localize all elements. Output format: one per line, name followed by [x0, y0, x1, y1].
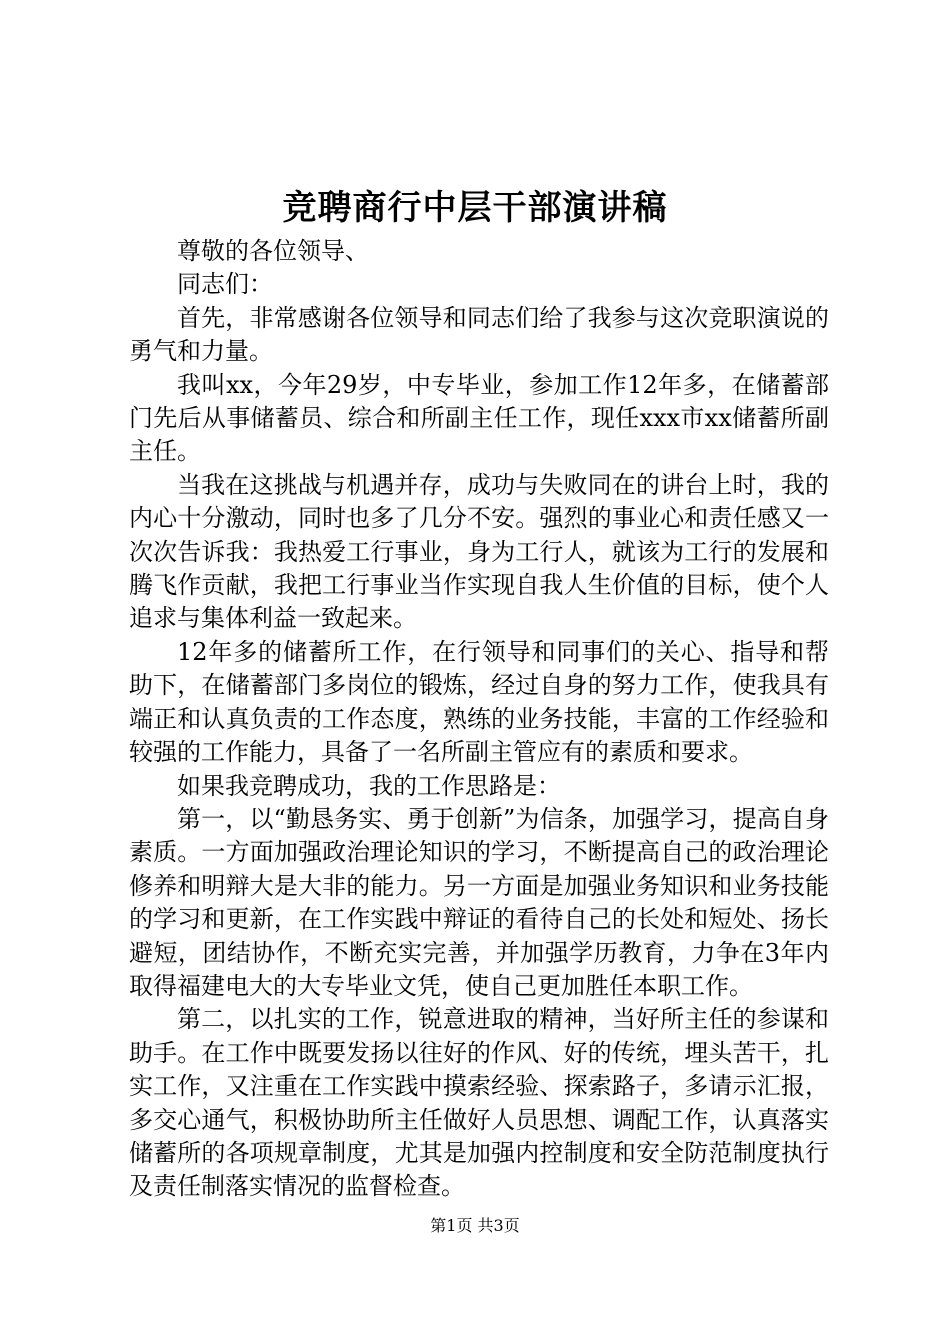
salutation-line-1: 尊敬的各位领导、 — [177, 237, 369, 265]
paragraph-feelings: 当我在这挑战与机遇并存，成功与失败同在的讲台上时，我的内心十分激动，同时也多了几分不安。强烈的事业心和责任感又一次次告诉我：我热爱工行事业，身为工行人，就该为工行的发展和腾飞作贡献，我把工行事业当作实现自我人生价值的目标，使个人追求与集体利益一致起来。 — [129, 470, 829, 633]
paragraph-experience: 12年多的储蓄所工作，在行领导和同事们的关心、指导和帮助下，在储蓄部门多岗位的锻炼，经过自身的努力工作，使我具有端正和认真负责的工作态度，熟练的业务技能，丰富的工作经验和较强的工作能力，具备了一名所副主管应有的素质和要求。 — [129, 637, 829, 767]
paragraph-self-intro: 我叫xx，今年29岁，中专毕业，参加工作12年多，在储蓄部门先后从事储蓄员、综合和所副主任工作，现任xxx市xx储蓄所副主任。 — [129, 370, 829, 466]
document-title: 竞聘商行中层干部演讲稿 — [282, 188, 668, 228]
page-number-footer: 第1页 共3页 — [430, 1216, 520, 1235]
paragraph-plan-first: 第一，以“勤恳务实、勇于创新”为信条，加强学习，提高自身素质。一方面加强政治理论知识的学习，不断提高自己的政治理论修养和明辩大是大非的能力。另一方面是加强业务知识和业务技能的学习和更新，在工作实践中辩证的看待自己的长处和短处、扬长避短，团结协作，不断充实完善，并加强学历教育，力争在3年内取得福建电大的大专毕业文凭，使自己更加胜任本职工作。 — [129, 804, 829, 1000]
salutation-line-2: 同志们： — [177, 270, 273, 299]
paragraph-plan-second: 第二，以扎实的工作，锐意进取的精神，当好所主任的参谋和助手。在工作中既要发扬以往好的作风、好的传统，埋头苦干，扎实工作，又注重在工作实践中摸索经验、探索路子，多请示汇报，多交心通气，积极协助所主任做好人员思想、调配工作，认真落实储蓄所的各项规章制度，尤其是加强内控制度和安全防范制度执行及责任制落实情况的监督检查。 — [129, 1005, 829, 1201]
paragraph-plan-intro: 如果我竞聘成功，我的工作思路是： — [177, 771, 561, 800]
document-body — [129, 235, 829, 1204]
paragraph-thanks: 首先，非常感谢各位领导和同志们给了我参与这次竞职演说的勇气和力量。 — [129, 303, 829, 366]
